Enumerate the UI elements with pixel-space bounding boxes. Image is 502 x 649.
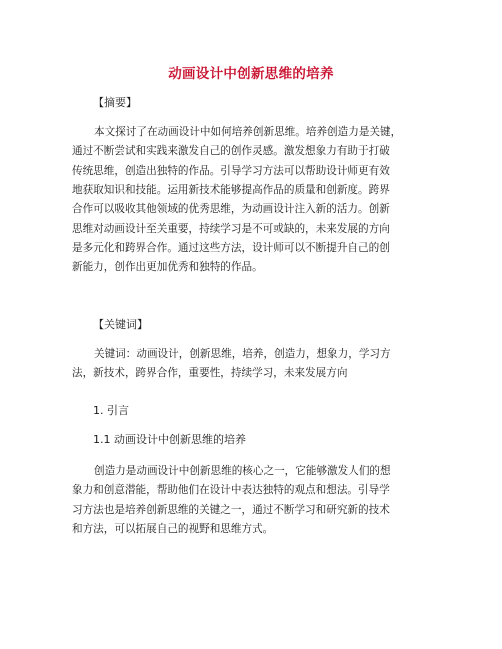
body-line: 象力和创意潜能，帮助他们在设计中表达独特的观点和想法。引导学: [72, 484, 390, 497]
body-line: 和方法，可以拓展自己的视野和思维方式。: [72, 523, 274, 536]
section-1-1-heading: 1.1 动画设计中创新思维的培养: [93, 433, 246, 446]
abstract-line: 新能力，创作出更加优秀和独特的作品。: [72, 261, 263, 274]
body-paragraph: [72, 462, 442, 539]
body-line: 习方法也是培养创新思维的关键之一，通过不断学习和研究新的技术: [72, 503, 390, 516]
abstract-heading: 【摘要】: [93, 96, 137, 109]
keywords-paragraph: [72, 345, 442, 384]
document-title: 动画设计中创新思维的培养: [168, 66, 334, 82]
abstract-line: 合作可以吸收其他领域的优秀思维，为动画设计注入新的活力。创新: [72, 203, 390, 216]
abstract-line: 通过不断尝试和实践来激发自己的创作灵感。激发想象力有助于打破: [72, 145, 390, 158]
keywords-line: 法，新技术，跨界合作，重要性，持续学习，未来发展方向: [72, 367, 348, 380]
section-1-heading: 1. 引言: [93, 404, 129, 417]
keywords-line: 关键词：动画设计，创新思维，培养，创造力，想象力，学习方: [94, 348, 391, 360]
abstract-paragraph: [72, 123, 442, 278]
abstract-line: 传统思维，创造出独特的作品。引导学习方法可以帮助设计师更有效: [72, 164, 390, 177]
abstract-line: 地获取知识和技能。运用新技术能够提高作品的质量和创新度。跨界: [72, 184, 390, 197]
keywords-heading: 【关键词】: [93, 318, 148, 331]
abstract-line: 思维对动画设计至关重要，持续学习是不可或缺的，未来发展的方向: [72, 222, 390, 235]
abstract-line: 本文探讨了在动画设计中如何培养创新思维。培养创造力是关键，: [94, 126, 402, 138]
abstract-line: 是多元化和跨界合作。通过这些方法，设计师可以不断提升自己的创: [72, 242, 390, 255]
body-line: 创造力是动画设计中创新思维的核心之一，它能够激发人们的想: [94, 465, 391, 477]
